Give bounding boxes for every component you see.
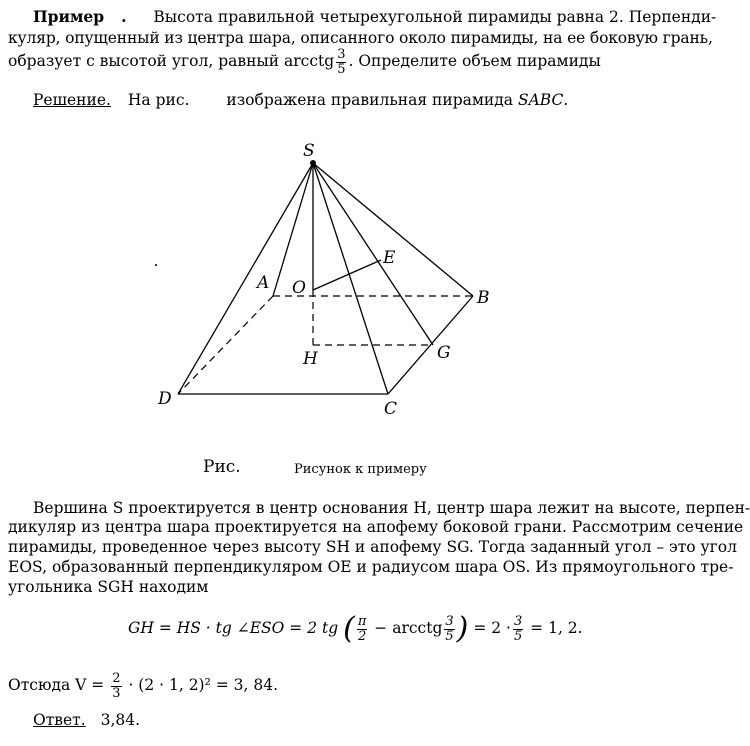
formula-minus: − arcctg	[374, 619, 443, 637]
formula-gh	[128, 610, 583, 647]
volume-rest: · (2 · 1, 2)² = 3, 84.	[128, 676, 279, 694]
body-line-2: дикуляр из центра шара проектируется на апофему боковой грани. Рассмотрим сечение	[8, 518, 744, 536]
problem-heading: Пример	[33, 7, 105, 26]
label-C: C	[384, 399, 398, 419]
problem-text-3-end: . Определите объем пирамиды	[348, 52, 601, 70]
problem-text-1: Высота правильной четырехугольной пирамиды равна 2. Перпенди-	[153, 8, 717, 26]
label-A: A	[257, 273, 270, 293]
problem-line-2: куляр, опущенный из центра шара, описанного около пирамиды, на ее боковую грань,	[8, 29, 713, 47]
fraction-3-5: $\frac{3}{5}$	[337, 46, 346, 77]
body-line-5: угольника SGH находим	[8, 578, 209, 596]
figure-caption-prefix: Рис.	[203, 457, 241, 477]
fraction-3-5-c: $\frac{3}{5}$	[513, 613, 523, 644]
label-O: O	[292, 278, 306, 298]
edge-SG	[313, 163, 433, 345]
formula-rhs: = 1, 2.	[530, 619, 583, 637]
solution-line: Решение. На рис. изображена правильная пирамида SABC.	[33, 91, 569, 109]
answer-value: 3,84.	[100, 711, 141, 729]
label-G: G	[437, 343, 451, 363]
label-E: E	[383, 248, 396, 268]
body-line-1: Вершина S проектируется в центр основания H, центр шара лежит на высоте, перпен-	[33, 499, 750, 517]
edge-AD-hidden	[178, 296, 273, 394]
formula-lhs: GH = HS · tg ∠ESO = 2 tg	[128, 619, 339, 637]
fraction-2-3: $\frac{2}{3}$	[112, 670, 121, 701]
answer-label: Ответ.	[33, 711, 86, 729]
volume-prefix: Отсюда V =	[8, 676, 105, 694]
body-line-3: пирамиды, проведенное через высоту SH и апофему SG. Тогда заданный угол – это угол	[8, 538, 737, 556]
label-H: H	[303, 349, 318, 369]
fraction-3-5-b: $\frac{3}{5}$	[445, 613, 454, 644]
label-D: D	[158, 389, 172, 409]
problem-heading-dot: .	[121, 7, 127, 26]
edge-SA	[273, 163, 313, 296]
stray-dot	[155, 264, 157, 266]
edge-SB	[313, 163, 473, 296]
label-S: S	[303, 141, 315, 161]
answer-line	[33, 710, 140, 731]
paren-open: (	[343, 611, 355, 646]
solution-text: изображена правильная пирамида	[226, 91, 514, 109]
solution-ref: На рис.	[127, 91, 190, 109]
body-line-4: EOS, образованный перпендикуляром OE и радиусом шара OS. Из прямоугольного тре-	[8, 558, 734, 576]
label-B: B	[477, 288, 490, 308]
paren-close: )	[456, 611, 469, 646]
segment-OE	[313, 260, 381, 290]
problem-text-3: образует с высотой угол, равный arcctg	[8, 52, 335, 70]
pyramid-name: SABC	[517, 91, 564, 109]
fraction-pi-2: $\frac{\pi}{2}$	[357, 613, 367, 644]
formula-mid: = 2 ·	[473, 619, 511, 637]
edge-SC	[313, 163, 388, 394]
volume-line	[8, 668, 278, 702]
figure-caption: Рисунок к примеру	[294, 462, 427, 477]
solution-label: Решение.	[33, 91, 111, 109]
